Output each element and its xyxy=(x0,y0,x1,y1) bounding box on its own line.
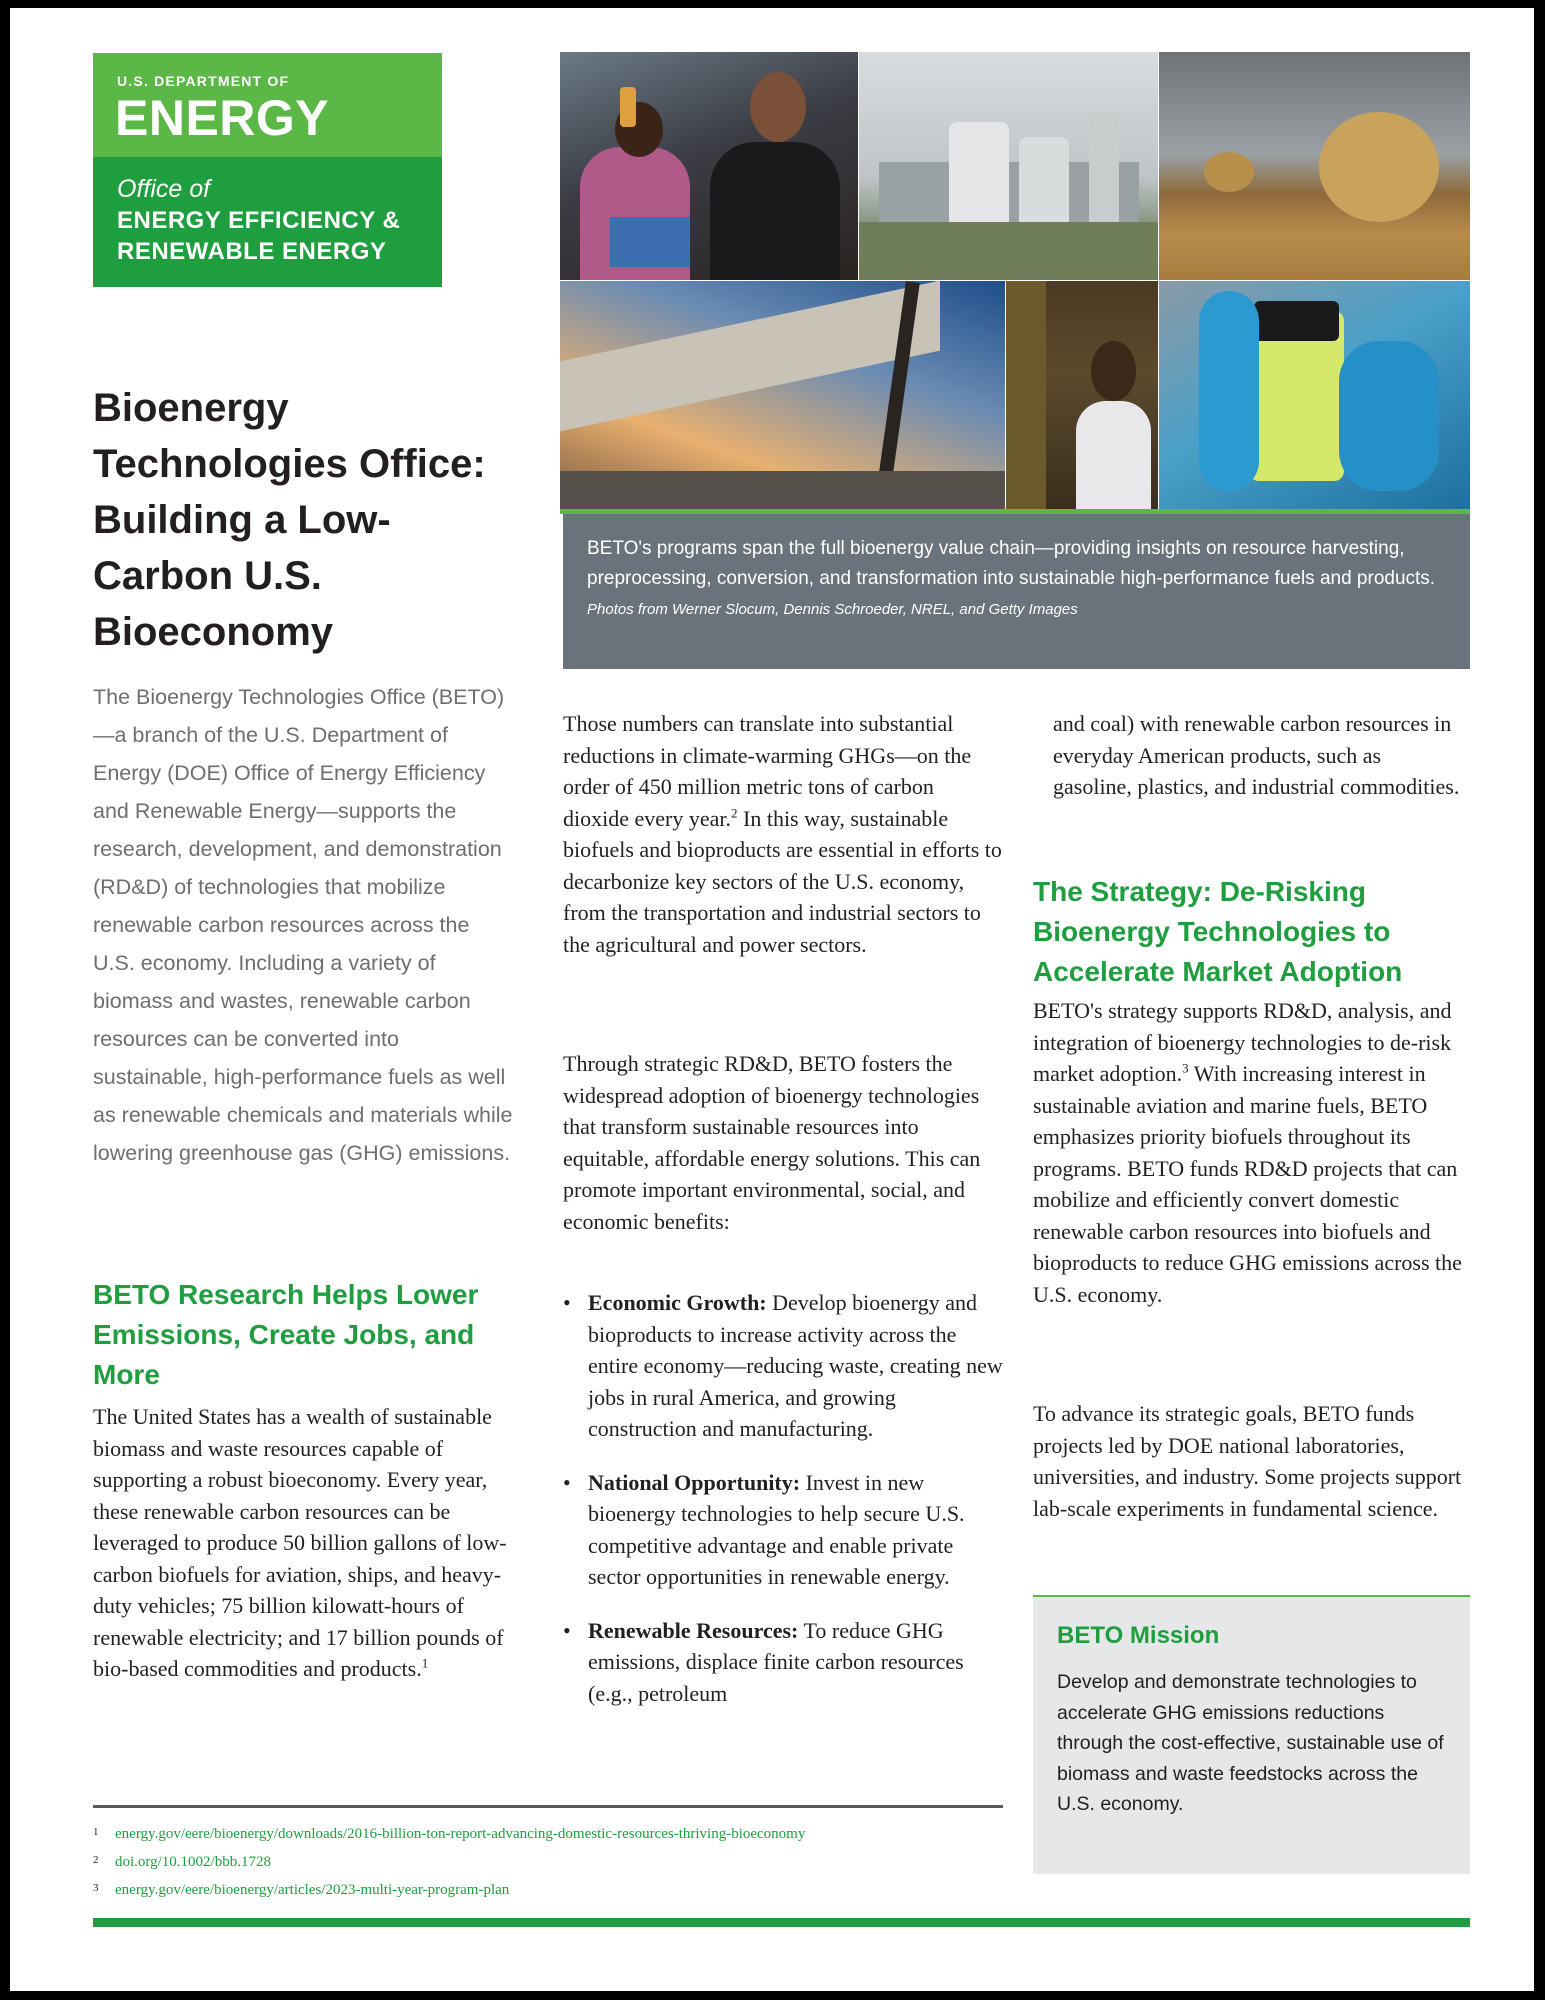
list-item: • Economic Growth: Develop bioenergy and bioproducts to increase activity across the entire economy—reducing waste, creating new jobs in rural America, and growing construction and manufacturing. xyxy=(563,1290,1003,1441)
middle-paragraph-2: Through strategic RD&D, BETO fosters the widespread adoption of bioenergy technologies that transform sustainable resources into equitable, affordable energy solutions. This can promote important environmental, social, and economic benefits: xyxy=(563,1051,981,1234)
photo-caption xyxy=(563,514,1470,669)
bullet-text: Develop bioenergy and bioproducts to increase activity across the entire economy—reducing waste, creating new jobs in rural America, and growing construction and manufacturing. xyxy=(588,1290,1003,1441)
logo-energy: ENERGY xyxy=(115,90,330,146)
photo-researcher-algae xyxy=(1006,281,1158,509)
logo-office-of: Office of xyxy=(117,175,211,203)
footnote-2 xyxy=(93,1854,993,1871)
right-continuation: and coal) with renewable carbon resources in everyday American products, such as gasoline, plastics, and industrial commodities. xyxy=(1053,711,1460,799)
bottom-accent-bar xyxy=(93,1918,1470,1927)
footnote-ref-1[interactable]: 1 xyxy=(421,1655,429,1671)
footnote-link[interactable]: doi.org/10.1002/bbb.1728 xyxy=(115,1854,271,1870)
photo-biorefinery xyxy=(859,52,1158,280)
section-heading-research: BETO Research Helps Lower Emissions, Create Jobs, and More xyxy=(93,1279,479,1390)
footnote-3 xyxy=(93,1882,993,1899)
footnote-number: 2 xyxy=(93,1854,99,1866)
photo-biofuel-vial xyxy=(1159,281,1470,509)
mission-box xyxy=(1033,1595,1470,1874)
footnote-link[interactable]: energy.gov/eere/bioenergy/downloads/2016-billion-ton-report-advancing-domestic-resources-thriving-bioeconomy xyxy=(115,1826,806,1842)
page-title: Bioenergy Technologies Office: Building a Low-Carbon U.S. Bioeconomy xyxy=(93,386,486,654)
section-heading-strategy: The Strategy: De-Risking Bioenergy Technologies to Accelerate Market Adoption xyxy=(1033,876,1403,987)
logo-doe-band xyxy=(93,53,442,157)
bullet-text: Invest in new bioenergy technologies to help secure U.S. competitive advantage and enable private sector opportunities in renewable energy. xyxy=(588,1469,965,1589)
bullet-label: Renewable Resources: xyxy=(588,1617,799,1643)
footnote-number: 1 xyxy=(93,1826,99,1838)
list-item: • National Opportunity: Invest in new bioenergy technologies to help secure U.S. competitive advantage and enable private sector opportunities in renewable energy. xyxy=(563,1469,965,1589)
footnote-ref-3[interactable]: 3 xyxy=(1182,1060,1189,1076)
logo-eere-line1: ENERGY EFFICIENCY & xyxy=(117,207,401,234)
photo-credit: Photos from Werner Slocum, Dennis Schroeder, NREL, and Getty Images xyxy=(587,601,1078,618)
logo-eere-band xyxy=(93,157,442,287)
mission-text: Develop and demonstrate technologies to accelerate GHG emissions reductions through the cost-effective, sustainable use of biomass and waste feedstocks across the U.S. economy. xyxy=(1057,1671,1444,1815)
logo-eere-line2: RENEWABLE ENERGY xyxy=(117,238,387,265)
bullet-text: To reduce GHG emissions, displace finite carbon resources (e.g., petroleum xyxy=(588,1617,964,1706)
footnote-link[interactable]: energy.gov/eere/bioenergy/articles/2023-multi-year-program-plan xyxy=(115,1882,510,1898)
photo-hay-bales xyxy=(1159,52,1470,280)
photo-lab-researchers xyxy=(560,52,858,280)
footnote-number: 3 xyxy=(93,1882,99,1894)
bullet-label: National Opportunity: xyxy=(588,1469,801,1495)
footnote-ref-2[interactable]: 2 xyxy=(731,805,738,821)
research-body-text: The United States has a wealth of sustainable biomass and waste resources capable of supporting a robust bioeconomy. Every year, these renewable carbon resources can be leveraged to produce 50 billion gallons of low-carbon biofuels for aviation, ships, and heavy-duty vehicles; 75 billion kilowatt-hours of renewable electricity; and 17 billion pounds of bio-based commodities and products. xyxy=(93,1404,507,1681)
strategy-para1a: BETO's strategy supports RD&D, analysis, and integration of bioenergy technologies to de-risk market adoption. xyxy=(1033,998,1452,1086)
footnote-1 xyxy=(93,1826,993,1843)
doe-eere-logo xyxy=(93,53,442,287)
list-item: • Renewable Resources: To reduce GHG emissions, displace finite carbon resources (e.g., petroleum xyxy=(563,1617,964,1706)
footnote-divider xyxy=(93,1805,1003,1808)
mission-heading: BETO Mission xyxy=(1057,1622,1220,1649)
bullet-label: Economic Growth: xyxy=(588,1290,767,1315)
strategy-paragraph-2: To advance its strategic goals, BETO funds projects led by DOE national laboratories, universities, and industry. Some projects support lab-scale experiments in fundamental science. xyxy=(1033,1401,1462,1521)
middle-para1-text: Those numbers can translate into substantial reductions in climate-warming GHGs—on the order of 450 million metric tons of carbon dioxide every year. xyxy=(563,711,972,831)
caption-text: BETO's programs span the full bioenergy value chain—providing insights on resource harvesting, preprocessing, conversion, and transformation into sustainable high-performance fuels and products. xyxy=(587,538,1436,589)
intro-paragraph: The Bioenergy Technologies Office (BETO)—a branch of the U.S. Department of Energy (DOE) Office of Energy Efficiency and Renewable Energy—supports the research, development, and demonstration (RD&D) of technologies that mobilize renewable carbon resources across the U.S. economy. Including a variety of biomass and wastes, renewable carbon resources can be converted into sustainable, high-performance fuels as well as renewable chemicals and materials while lowering greenhouse gas (GHG) emissions. xyxy=(93,685,513,1165)
section-research-body xyxy=(93,1401,523,1685)
strategy-paragraph-1 xyxy=(1033,995,1463,1310)
benefits-list xyxy=(563,1287,1008,1731)
document-page xyxy=(10,8,1534,1991)
photo-aircraft-fueling xyxy=(560,281,1005,509)
middle-para1-cont: In this way, sustainable biofuels and bioproducts are essential in efforts to decarbonize key sectors of the U.S. economy, from the transportation and industrial sectors to the agricultural and power sectors. xyxy=(563,805,1002,957)
middle-paragraph-1 xyxy=(563,708,1003,960)
photo-collage xyxy=(560,52,1470,509)
strategy-para1b: With increasing interest in sustainable aviation and marine fuels, BETO emphasizes priority biofuels throughout its programs. BETO funds RD&D projects that can mobilize and efficiently convert domestic renewable carbon resources into biofuels and bioproducts to reduce GHG emissions across the U.S. economy. xyxy=(1033,1061,1462,1307)
logo-department: U.S. DEPARTMENT OF xyxy=(117,73,290,89)
